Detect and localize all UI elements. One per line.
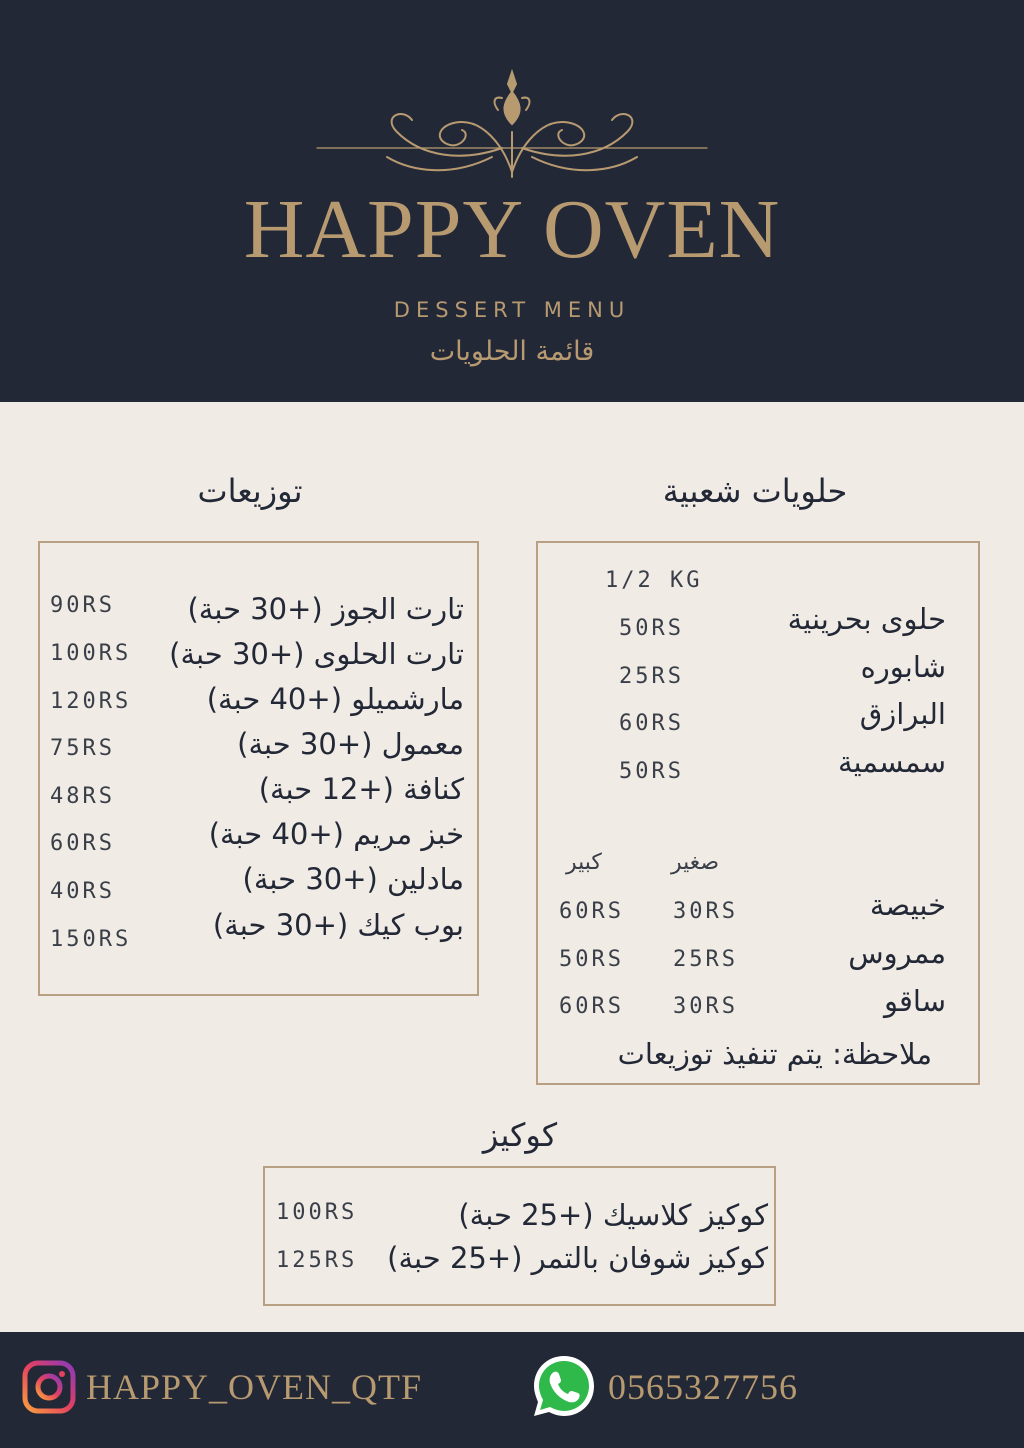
subtitle-english: DESSERT MENU [393, 298, 631, 322]
list-item-name: تارت الحلوى (+30 حبة) [169, 637, 464, 671]
list-item-price: 48RS [50, 784, 115, 809]
list-item-price: 150RS [50, 927, 132, 952]
size-label-small: صغير [671, 850, 720, 875]
ornament-flourish-icon [312, 62, 712, 187]
list-item-price: 60RS [619, 711, 684, 736]
subtitle-arabic: قائمة الحلويات [429, 336, 595, 367]
list-item-price: 120RS [50, 689, 132, 714]
list-item-price: 60RS [50, 831, 115, 856]
list-item-name: كنافة (+12 حبة) [258, 772, 464, 806]
size-label-large: كبير [566, 850, 602, 875]
list-item-price: 125RS [276, 1248, 358, 1273]
list-item-name: ممروس [848, 936, 946, 970]
list-item-name: خبز مريم (+40 حبة) [208, 817, 464, 851]
list-item-name: كوكيز كلاسيك (+25 حبة) [458, 1198, 768, 1232]
unit-label: 1/2 KG [605, 568, 703, 593]
section-title-traditional: حلويات شعبية [662, 472, 848, 510]
price-small: 25RS [673, 947, 738, 972]
list-item-price: 25RS [619, 664, 684, 689]
list-item-name: سمسمية [838, 745, 946, 779]
list-item-price: 50RS [619, 759, 684, 784]
list-item-name: كوكيز شوفان بالتمر (+25 حبة) [387, 1241, 768, 1275]
phone-number[interactable]: 0565327756 [608, 1367, 798, 1407]
price-small: 30RS [673, 994, 738, 1019]
list-item-name: تارت الجوز (+30 حبة) [187, 592, 464, 626]
price-small: 30RS [673, 899, 738, 924]
list-item-price: 100RS [50, 641, 132, 666]
list-item-name: مارشميلو (+40 حبة) [206, 682, 464, 716]
note-text: ملاحظة: يتم تنفيذ توزيعات [617, 1037, 932, 1071]
list-item-name: بوب كيك (+30 حبة) [212, 908, 464, 942]
instagram-handle[interactable]: HAPPY_OVEN_QTF [86, 1367, 423, 1407]
section-title-cookies: كوكيز [482, 1116, 558, 1154]
list-item-name: البرازق [859, 697, 946, 731]
list-item-name: شابوره [860, 650, 946, 684]
price-large: 60RS [559, 994, 624, 1019]
brand-title: HAPPY OVEN [243, 183, 781, 276]
instagram-icon[interactable] [22, 1360, 76, 1414]
list-item-name: ساقو [884, 984, 946, 1018]
menu-header [0, 0, 1024, 402]
list-item-name: خبيصة [869, 888, 946, 922]
list-item-name: مادلين (+30 حبة) [242, 862, 464, 896]
list-item-price: 40RS [50, 879, 115, 904]
list-item-price: 90RS [50, 593, 115, 618]
footer [0, 1332, 1024, 1448]
list-item-price: 100RS [276, 1200, 358, 1225]
list-item-price: 50RS [619, 616, 684, 641]
cookies-box [263, 1166, 776, 1306]
price-large: 60RS [559, 899, 624, 924]
list-item-name: حلوى بحرينية [787, 602, 946, 636]
whatsapp-icon[interactable] [530, 1352, 598, 1420]
section-title-distributions: توزيعات [197, 472, 303, 510]
list-item-name: معمول (+30 حبة) [237, 727, 464, 761]
price-large: 50RS [559, 947, 624, 972]
list-item-price: 75RS [50, 736, 115, 761]
